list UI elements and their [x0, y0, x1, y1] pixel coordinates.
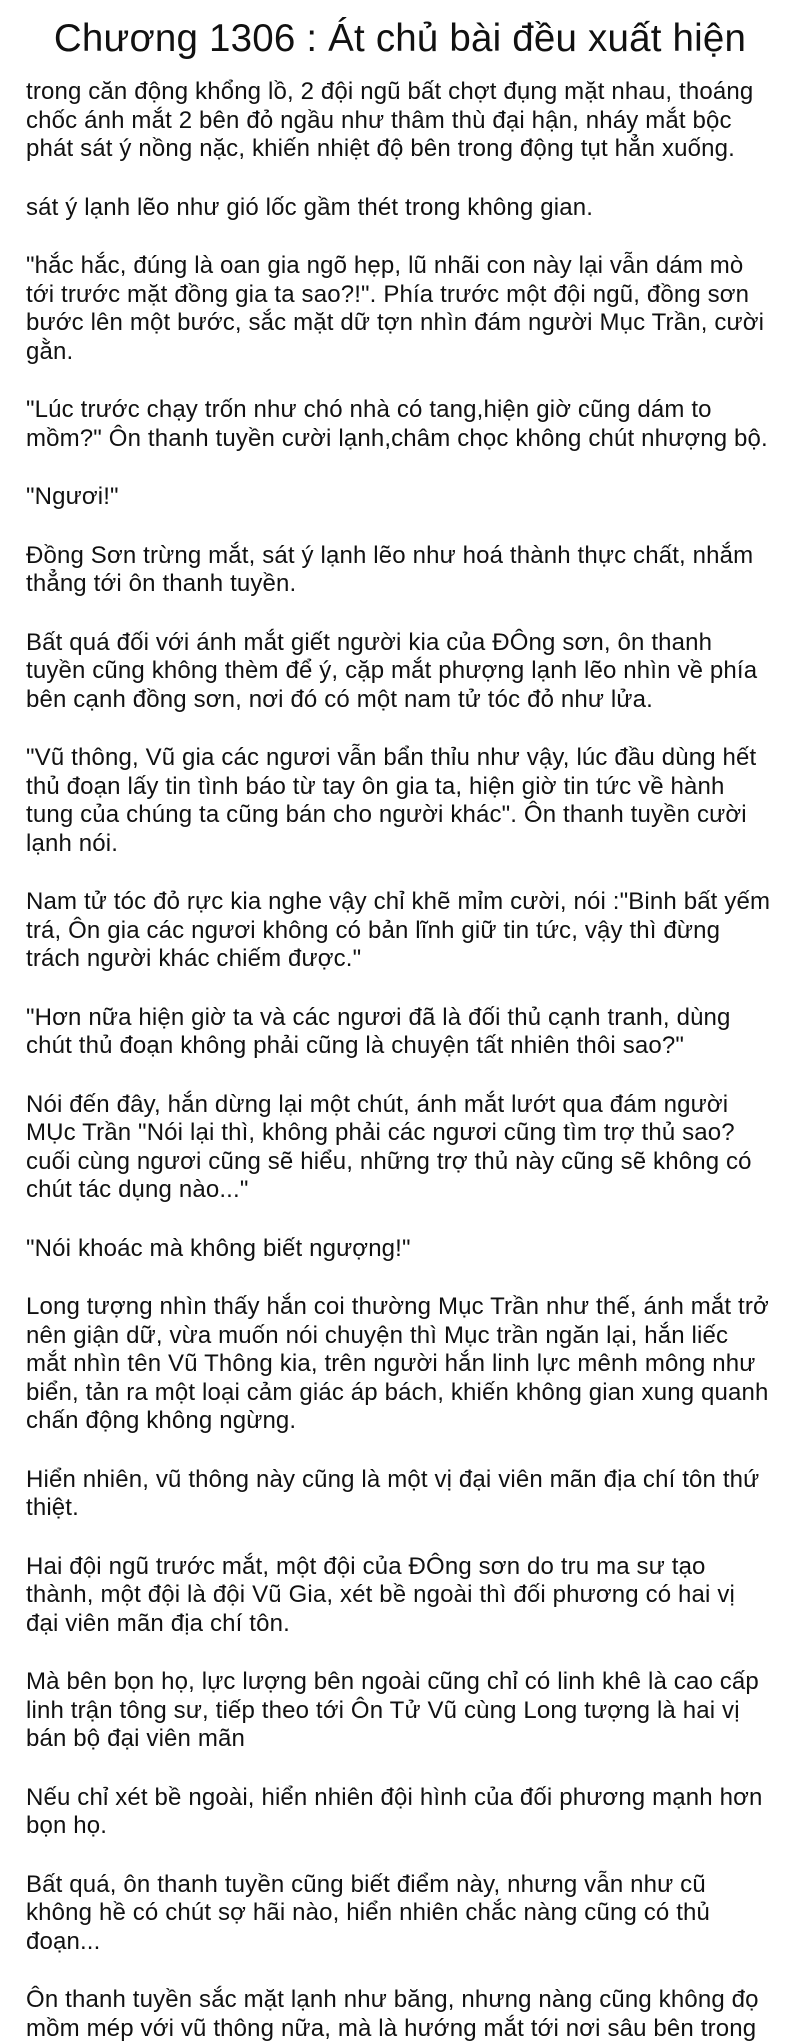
paragraph: Nam tử tóc đỏ rực kia nghe vậy chỉ khẽ mỉm cười, nói :"Binh bất yếm trá, Ôn gia các ngươi không có bản lĩnh giữ tin tức, vậy thì đừng trách người khác chiếm được." — [26, 888, 771, 972]
paragraph: Nếu chỉ xét bề ngoài, hiển nhiên đội hình của đối phương mạnh hơn bọn họ. — [26, 1783, 763, 1839]
paragraph: "Lúc trước chạy trốn như chó nhà có tang,hiện giờ cũng dám to mồm?" Ôn thanh tuyền cười lạnh,châm chọc không chút nhượng bộ. — [26, 396, 768, 452]
paragraph: "Ngươi!" — [26, 483, 119, 510]
paragraph: Ôn thanh tuyền sắc mặt lạnh như băng, nhưng nàng cũng không đọ mồm mép với vũ thông nữa, mà là hướng mắt tới nơi sâu bên trong — [26, 1986, 759, 2042]
paragraph: sát ý lạnh lẽo như gió lốc gầm thét trong không gian. — [26, 193, 594, 221]
paragraph: "hắc hắc, đúng là oan gia ngõ hẹp, lũ nhãi con này lại vẫn dám mò tới trước mặt đồng gia ta sao?!". Phía trước một đội ngũ, đồng sơn bước lên một bước, sắc mặt dữ tợn nhìn đám người Mục Trần, cười gằn. — [26, 252, 765, 365]
chapter-title: Chương 1306 : Át chủ bài đều xuất hiện — [53, 17, 747, 60]
paragraph: Nói đến đây, hắn dừng lại một chút, ánh mắt lướt qua đám người MỤc Trần "Nói lại thì, không phải các ngươi cũng tìm trợ thủ sao? cuối cùng ngươi cũng sẽ hiểu, những trợ thủ này cũng sẽ không có chút tác dụng nào..." — [26, 1090, 752, 1203]
paragraph: trong căn động khổng lồ, 2 đội ngũ bất chợt đụng mặt nhau, thoáng chốc ánh mắt 2 bên đỏ ngầu như thâm thù đại hận, nháy mắt bộc phát sát ý nồng nặc, khiến nhiệt độ bên trong động tụt hẳn xuống. — [26, 78, 754, 162]
paragraph: "Hơn nữa hiện giờ ta và các ngươi đã là đối thủ cạnh tranh, dùng chút thủ đoạn không phải cũng là chuyện tất nhiên thôi sao?" — [26, 1003, 731, 1059]
chapter-body — [0, 78, 800, 2043]
paragraph: Bất quá, ôn thanh tuyền cũng biết điểm này, nhưng vẫn như cũ không hề có chút sợ hãi nào, hiển nhiên chắc nàng cũng có thủ đoạn... — [26, 1870, 711, 1955]
paragraph: Đồng Sơn trừng mắt, sát ý lạnh lẽo như hoá thành thực chất, nhắm thẳng tới ôn thanh tuyền. — [26, 541, 754, 597]
paragraph: Long tượng nhìn thấy hắn coi thường Mục Trần như thế, ánh mắt trở nên giận dữ, vừa muốn nói chuyện thì Mục trần ngăn lại, hắn liếc mắt nhìn tên Vũ Thông kia, trên người hắn linh lực mênh mông như biển, tản ra một loại cảm giác áp bách, khiến không gian xung quanh chấn động không ngừng. — [26, 1293, 769, 1434]
paragraph: Bất quá đối với ánh mắt giết người kia của ĐÔng sơn, ôn thanh tuyền cũng không thèm để ý, cặp mắt phượng lạnh lẽo nhìn về phía bên cạnh đồng sơn, nơi đó có một nam tử tóc đỏ như lửa. — [26, 628, 758, 713]
paragraph: Mà bên bọn họ, lực lượng bên ngoài cũng chỉ có linh khê là cao cấp linh trận tông sư, tiếp theo tới Ôn Tử Vũ cùng Long tượng là hai vị bán bộ đại viên mãn — [26, 1668, 759, 1752]
paragraph: "Vũ thông, Vũ gia các ngươi vẫn bẩn thỉu như vậy, lúc đầu dùng hết thủ đoạn lấy tin tình báo từ tay ôn gia ta, hiện giờ tin tức về hành tung của chúng ta cũng bán cho người khác". Ôn thanh tuyền cười lạnh nói. — [26, 744, 757, 857]
paragraph: Hai đội ngũ trước mắt, một đội của ĐÔng sơn do tru ma sư tạo thành, một đội là đội Vũ Gia, xét bề ngoài thì đối phương có hai vị đại viên mãn địa chí tôn. — [26, 1552, 735, 1637]
paragraph: Hiển nhiên, vũ thông này cũng là một vị đại viên mãn địa chí tôn thứ thiệt. — [26, 1465, 760, 1521]
paragraph: "Nói khoác mà không biết ngượng!" — [26, 1234, 411, 1262]
